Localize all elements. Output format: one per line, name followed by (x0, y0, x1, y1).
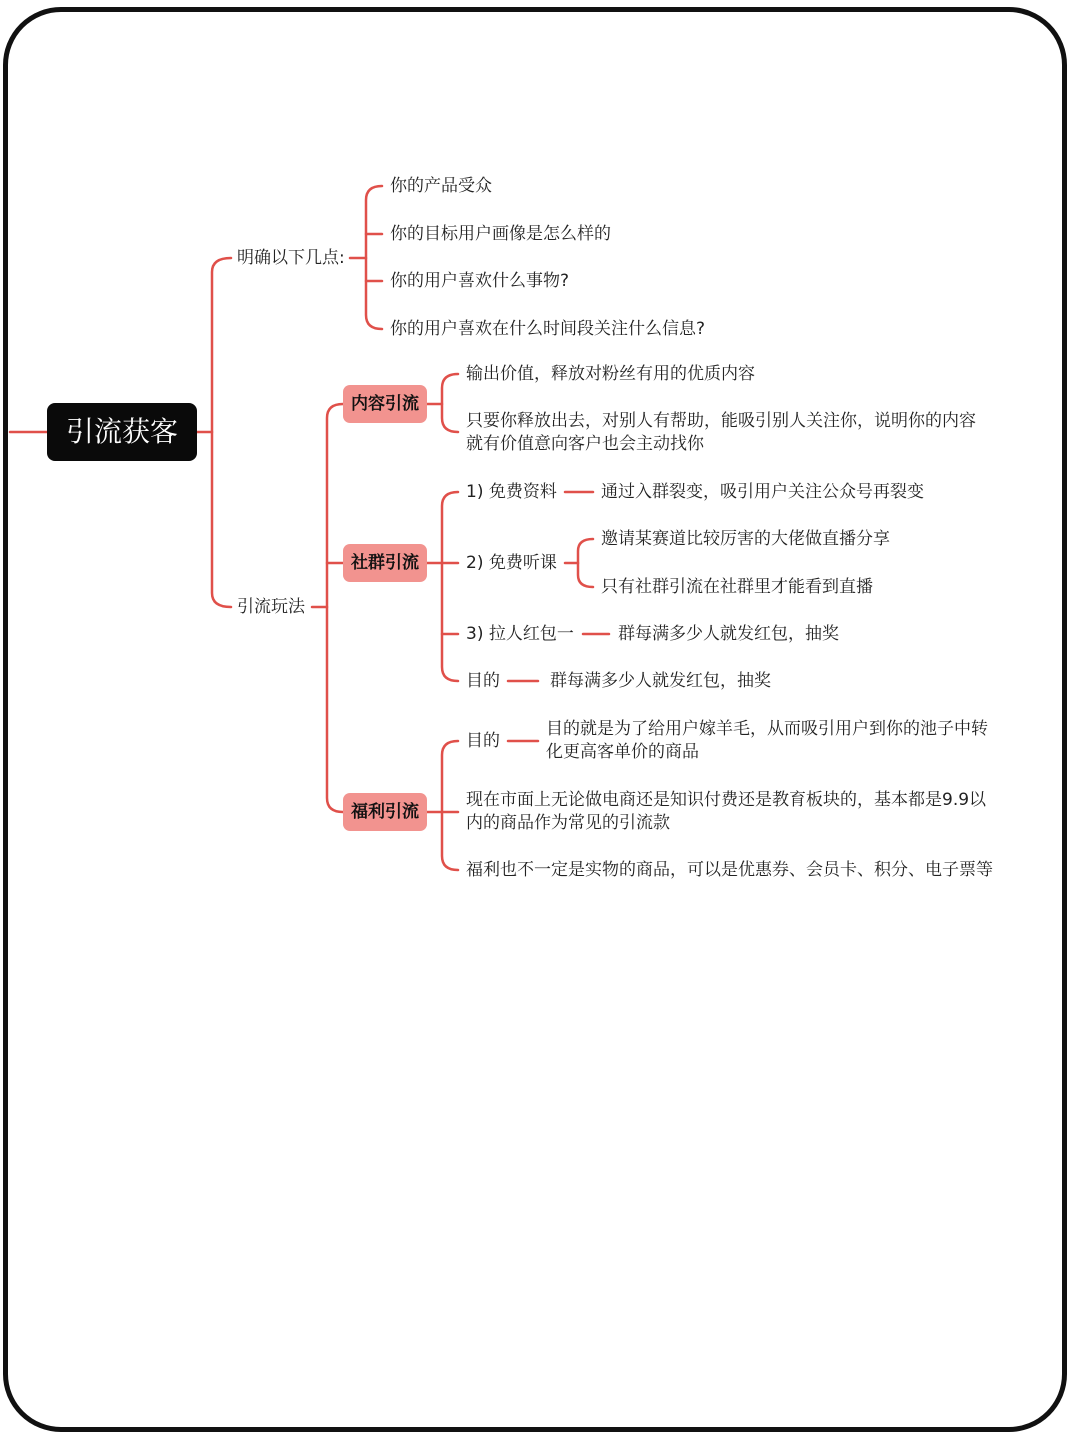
community-item2-detail-1: 邀请某赛道比较厉害的大佬做直播分享 (601, 529, 890, 549)
welfare-item3: 福利也不一定是实物的商品，可以是优惠券、会员卡、积分、电子票等 (466, 860, 993, 880)
content-item-1: 输出价值，释放对粉丝有用的优质内容 (466, 364, 755, 384)
community-item3-label: 3) 拉人红包一 (466, 624, 574, 644)
root-node: 引流获客 (47, 403, 197, 461)
community-item3-detail: 群每满多少人就发红包，抽奖 (618, 624, 839, 644)
community-item4-detail: 群每满多少人就发红包，抽奖 (550, 671, 771, 691)
branch2-label: 引流玩法 (237, 597, 305, 617)
welfare-item1-label: 目的 (466, 731, 500, 751)
community-item1-detail: 通过入群裂变，吸引用户关注公众号再裂变 (601, 482, 924, 502)
community-item2-label: 2) 免费听课 (466, 553, 557, 573)
content-item-2: 只要你释放出去，对别人有帮助，能吸引别人关注你，说明你的内容就有价值意向客户也会主动找你 (466, 411, 976, 454)
community-item4-label: 目的 (466, 671, 500, 691)
branch1-item-1: 你的产品受众 (390, 176, 492, 196)
welfare-item1-detail: 目的就是为了给用户嫁羊毛，从而吸引用户到你的池子中转化更高客单价的商品 (546, 719, 988, 762)
branch1-item-3: 你的用户喜欢什么事物? (390, 271, 570, 291)
community-item1-label: 1) 免费资料 (466, 482, 557, 502)
branch1-item-2: 你的目标用户画像是怎么样的 (390, 224, 611, 244)
branch1-label: 明确以下几点: (237, 248, 345, 268)
welfare-tag: 福利引流 (343, 793, 427, 831)
branch1-item-4: 你的用户喜欢在什么时间段关注什么信息? (390, 319, 706, 339)
community-item2-detail-2: 只有社群引流在社群里才能看到直播 (601, 577, 873, 597)
community-tag: 社群引流 (343, 544, 427, 582)
content-tag: 内容引流 (343, 385, 427, 423)
welfare-item2: 现在市面上无论做电商还是知识付费还是教育板块的，基本都是9.9以内的商品作为常见的引流款 (466, 790, 987, 833)
